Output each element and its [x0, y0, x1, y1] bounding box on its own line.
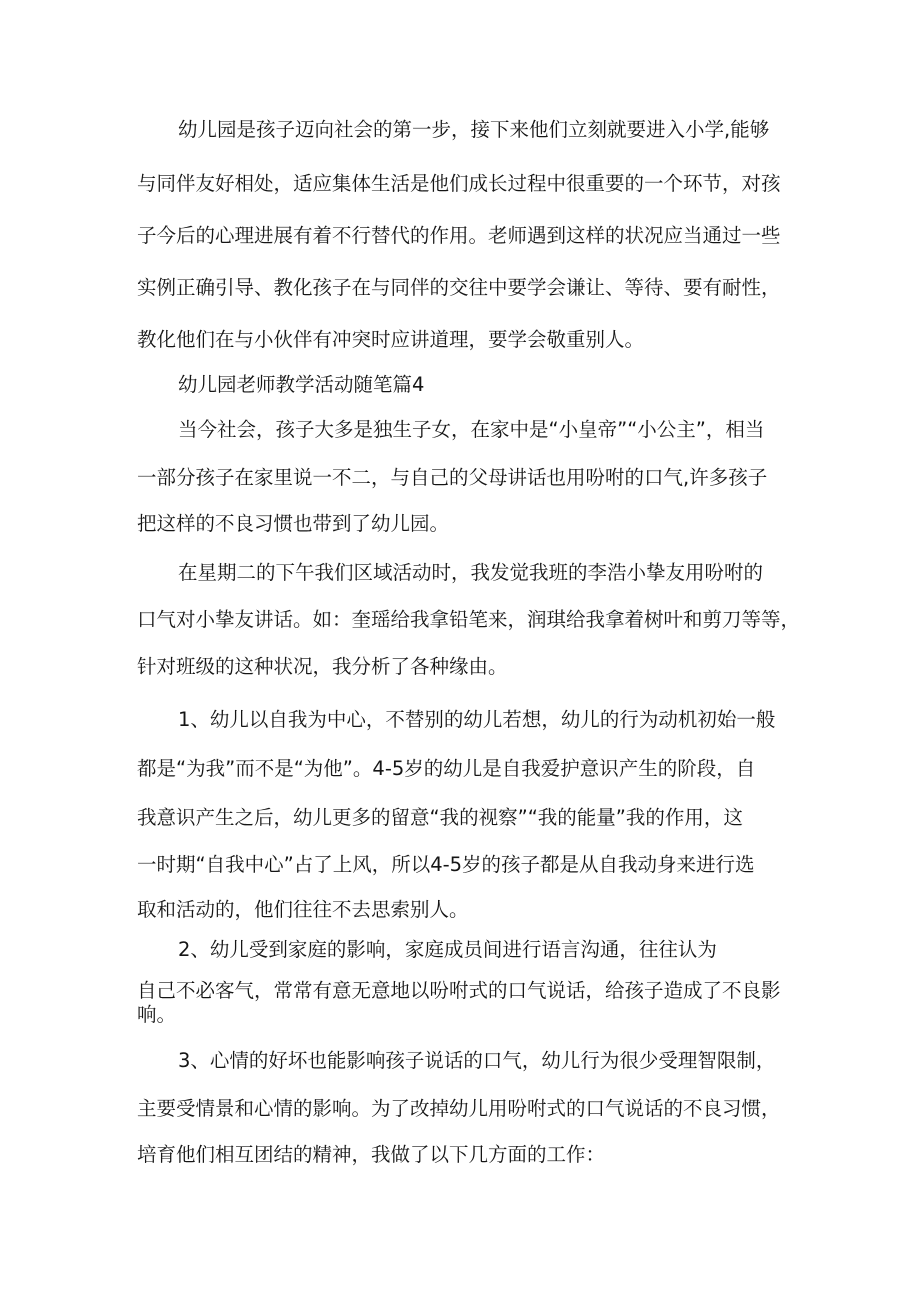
paragraph-4-line: 都是“为我”而不是“为他”。4-5岁的幼儿是自我爱护意识产生的阶段，自 [137, 757, 756, 780]
paragraph-6-line: 3、心情的好坏也能影响孩子说话的口气，幼儿行为很少受理智限制， [178, 1049, 776, 1072]
paragraph-3-line: 口气对小挚友讲话。如：奎瑶给我拿铅笔来，润琪给我拿着树叶和剪刀等等， [137, 608, 801, 631]
paragraph-2-line: 把这样的不良习惯也带到了幼儿园。 [137, 512, 450, 535]
paragraph-5-line: 响。 [137, 1003, 177, 1026]
section-title: 幼儿园老师教学活动随笔篇4 [178, 373, 425, 396]
paragraph-6-line: 培育他们相互团结的精神，我做了以下几方面的工作： [137, 1143, 606, 1166]
paragraph-2-line: 一部分孩子在家里说一不二，与自己的父母讲话也用吩咐的口气,许多孩子 [137, 466, 768, 489]
paragraph-3-line: 在星期二的下午我们区域活动时，我发觉我班的李浩小挚友用吩咐的 [178, 561, 764, 584]
paragraph-4-line: 1、幼儿以自我为中心，不替别的幼儿若想，幼儿的行为动机初始一般 [178, 708, 776, 731]
paragraph-4-line: 我意识产生之后，幼儿更多的留意“我的视察”“我的能量”我的作用，这 [137, 806, 743, 829]
paragraph-5-line: 自己不必客气，常常有意无意地以吩咐式的口气说话，给孩子造成了不良影 [137, 979, 781, 1002]
paragraph-1-line: 教化他们在与小伙伴有冲突时应讲道理，要学会敬重别人。 [137, 328, 645, 351]
paragraph-1-line: 与同伴友好相处，适应集体生活是他们成长过程中很重要的一个环节，对孩 [137, 172, 781, 195]
paragraph-3-line: 针对班级的这种状况，我分析了各种缘由。 [137, 655, 508, 678]
paragraph-6-line: 主要受情景和心情的影响。为了改掉幼儿用吩咐式的口气说话的不良习惯， [137, 1097, 781, 1120]
paragraph-1-line: 子今后的心理进展有着不行替代的作用。老师遇到这样的状况应当通过一些 [137, 224, 781, 247]
paragraph-4-line: 取和活动的，他们往往不去思索别人。 [137, 898, 469, 921]
paragraph-1-line: 幼儿园是孩子迈向社会的第一步，接下来他们立刻就要进入小学,能够 [178, 118, 770, 141]
paragraph-1-line: 实例正确引导、教化孩子在与同伴的交往中要学会谦让、等待、要有耐性， [137, 276, 781, 299]
paragraph-2-line: 当今社会，孩子大多是独生子女，在家中是“小皇帝”“小公主”，相当 [178, 418, 765, 441]
paragraph-5-line: 2、幼儿受到家庭的影响，家庭成员间进行语言沟通，往往认为 [178, 938, 717, 961]
paragraph-4-line: 一时期“自我中心”占了上风，所以4-5岁的孩子都是从自我动身来进行选 [137, 853, 755, 876]
